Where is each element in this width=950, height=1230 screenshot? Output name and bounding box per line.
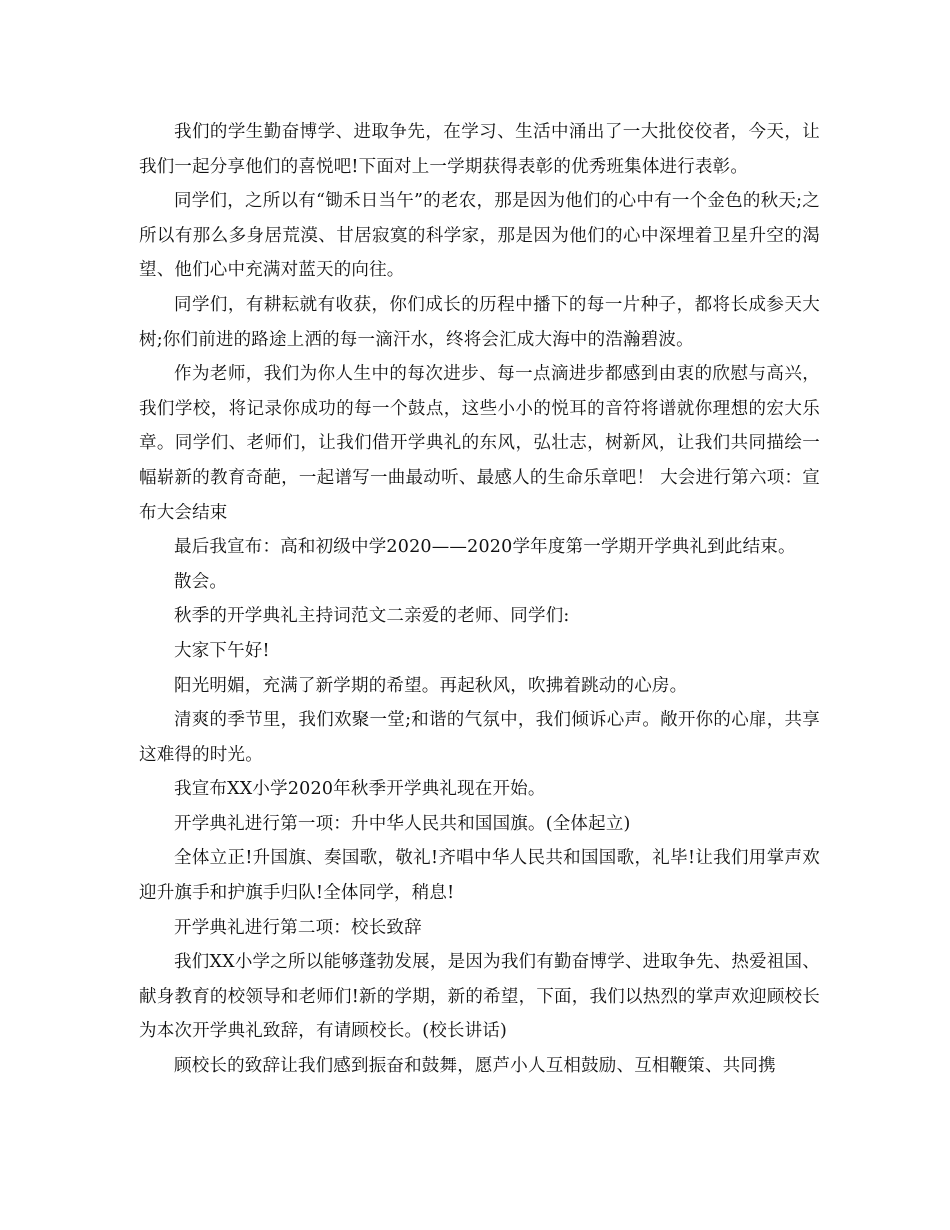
paragraph: 作为老师，我们为你人生中的每次进步、每一点滴进步都感到由衷的欣慰与高兴，我们学校，将记录你成功的每一个鼓点，这些小小的悦耳的音符将谱就你理想的宏大乐章。同学们、老师们，让我们借开学典礼的东风，弘壮志，树新风，让我们共同描绘一幅崭新的教育奇葩，一起谱写一曲最动听、最感人的生命乐章吧！ 大会进行第六项：宣布大会结束 [139,364,820,523]
paragraph: 阳光明媚，充满了新学期的希望。再起秋风，吹拂着跳动的心房。 [174,675,688,696]
paragraph: 开学典礼进行第二项：校长致辞 [174,917,422,938]
paragraph: 最后我宣布：高和初级中学2020——2020学年度第一学期开学典礼到此结束。 [174,537,796,558]
paragraph: 顾校长的致辞让我们感到振奋和鼓舞，愿芦小人互相鼓励、互相鞭策、共同携 [174,1056,776,1077]
paragraph: 开学典礼进行第一项：升中华人民共和国国旗。(全体起立) [174,813,631,834]
paragraph: 清爽的季节里，我们欢聚一堂;和谐的气氛中，我们倾诉心声。敞开你的心扉，共享这难得的时光。 [139,710,820,765]
paragraph: 大家下午好! [174,640,270,661]
paragraph: 我们的学生勤奋博学、进取争先，在学习、生活中涌出了一大批佼佼者，今天，让我们一起分享他们的喜悦吧!下面对上一学期获得表彰的优秀班集体进行表彰。 [139,122,820,177]
paragraph: 我们XX小学之所以能够蓬勃发展，是因为我们有勤奋博学、进取争先、热爱祖国、献身教育的校领导和老师们!新的学期，新的希望，下面，我们以热烈的掌声欢迎顾校长为本次开学典礼致辞，有请顾校长。(校长讲话) [139,952,820,1042]
paragraph: 散会。 [174,571,228,592]
paragraph: 同学们，之所以有“锄禾日当午”的老农，那是因为他们的心中有一个金色的秋天;之所以有那么多身居荒漠、甘居寂寞的科学家，那是因为他们的心中深埋着卫星升空的渴望、他们心中充满对蓝天的向往。 [139,191,820,281]
paragraph: 全体立正!升国旗、奏国歌，敬礼!齐唱中华人民共和国国歌，礼毕!让我们用掌声欢迎升旗手和护旗手归队!全体同学，稍息! [139,848,820,904]
paragraph: 同学们，有耕耘就有收获，你们成长的历程中播下的每一片种子，都将长成参天大树;你们前进的路途上洒的每一滴汗水，终将会汇成大海中的浩瀚碧波。 [139,294,820,350]
paragraph: 我宣布XX小学2020年秋季开学典礼现在开始。 [174,779,546,800]
paragraph: 秋季的开学典礼主持词范文二亲爱的老师、同学们: [174,606,570,627]
